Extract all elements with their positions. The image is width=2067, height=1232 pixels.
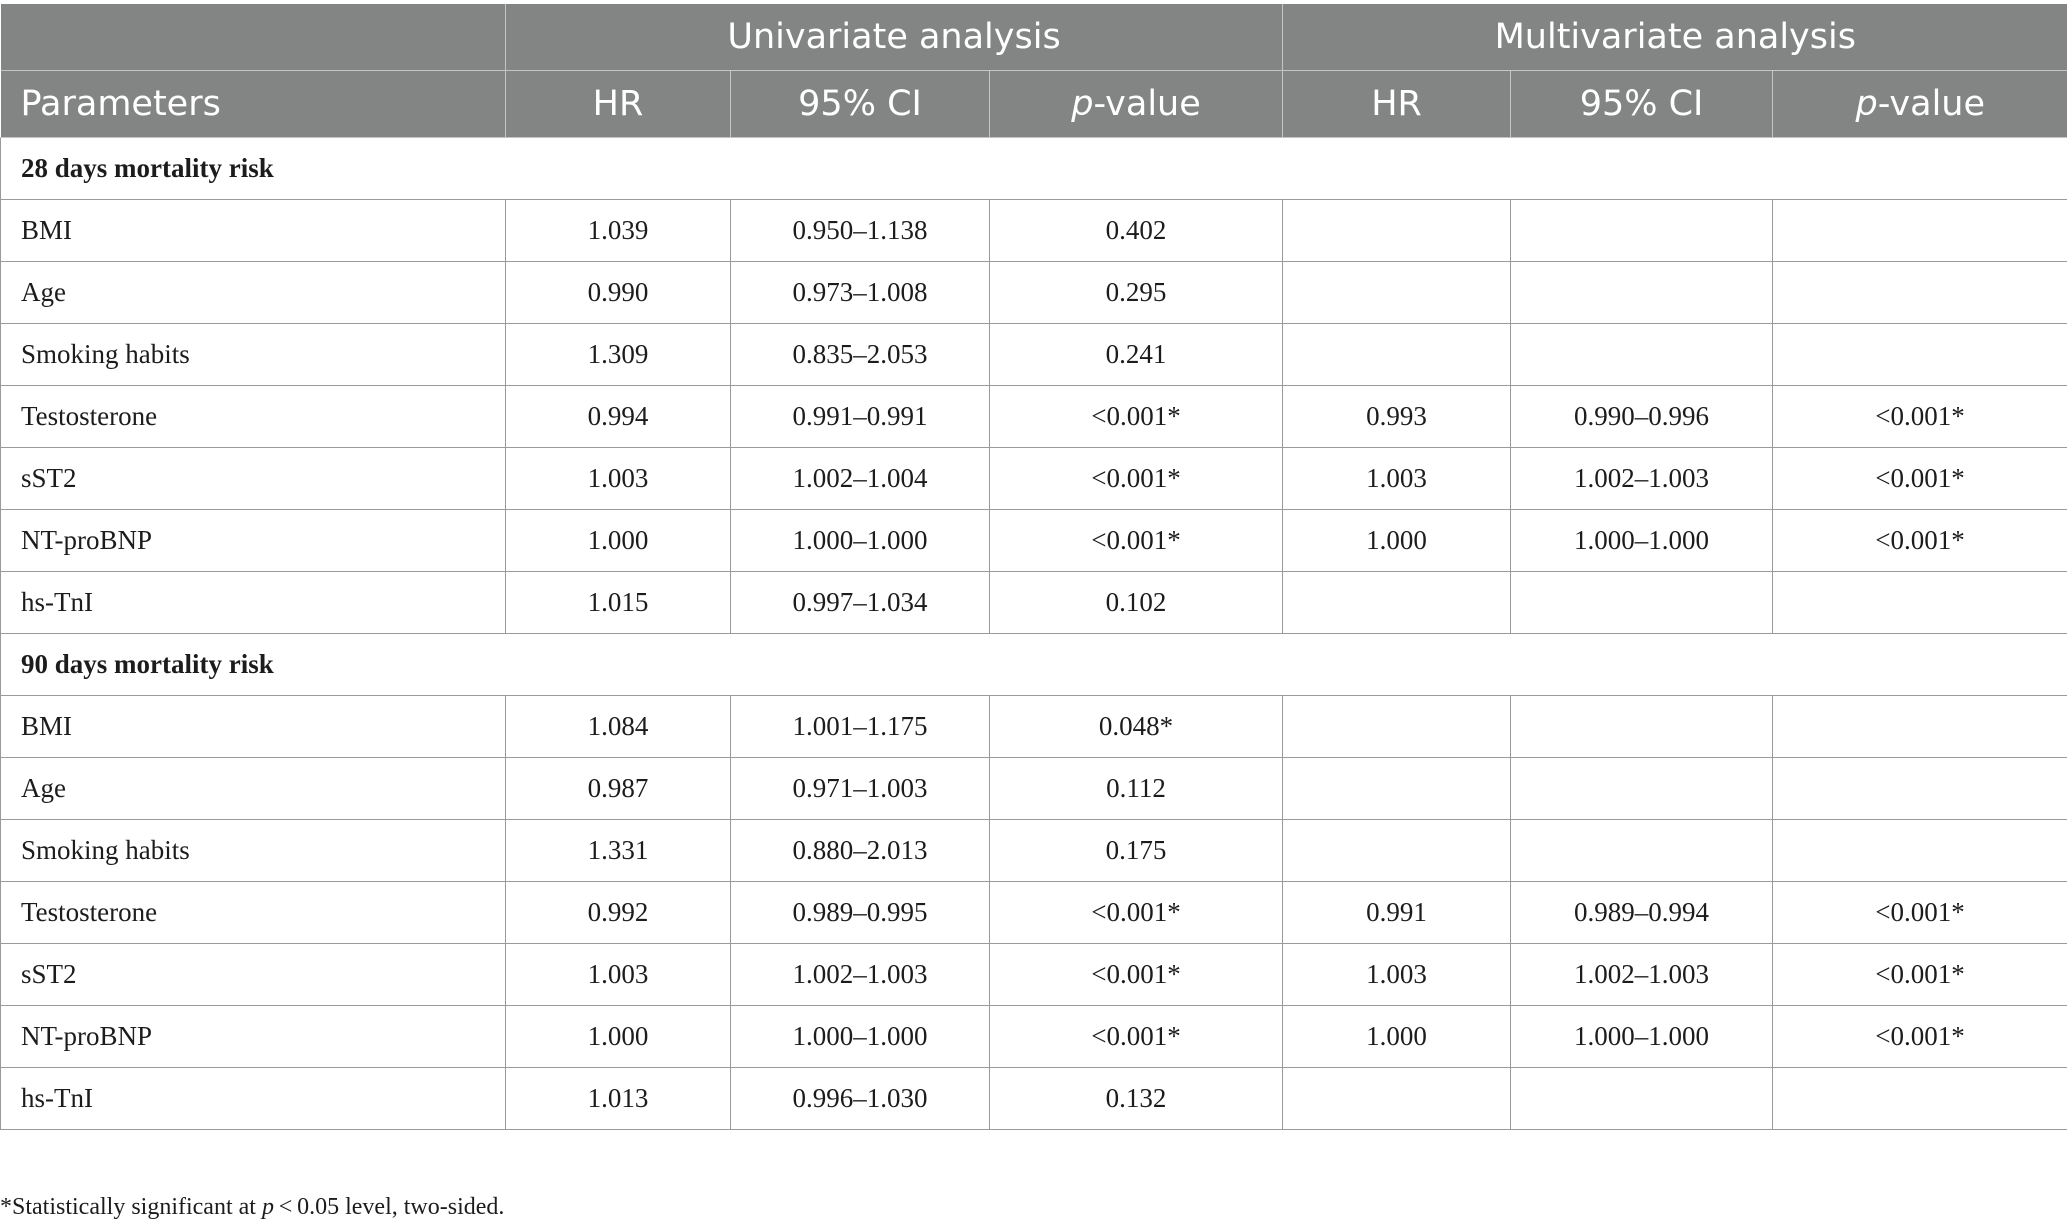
table-row [1,820,2067,882]
table-row [1,572,2067,634]
uni-pvalue-cell: 0.112 [990,758,1283,820]
uni-hr-cell: 0.990 [506,262,731,324]
multi-ci-cell [1511,262,1773,324]
footnote-p: p [261,1194,274,1220]
section-row [1,138,2067,200]
table-header [1,4,2067,138]
multi-pvalue-header [1773,71,2067,138]
uni-ci-cell: 0.835–2.053 [731,324,990,386]
uni-pvalue-cell: 0.048* [990,696,1283,758]
header-group-row [1,4,2067,71]
header-column-row [1,71,2067,138]
multi-hr-cell: 1.003 [1283,448,1511,510]
multi-ci-header: 95% CI [1511,71,1773,138]
uni-pvalue-cell: <0.001* [990,944,1283,1006]
table-body [1,138,2067,1130]
uni-hr-cell: 0.994 [506,386,731,448]
p-letter: p [1855,84,1878,124]
uni-hr-cell: 1.000 [506,510,731,572]
uni-hr-cell: 1.309 [506,324,731,386]
multi-ci-cell: 1.002–1.003 [1511,448,1773,510]
multi-ci-cell [1511,820,1773,882]
uni-pvalue-cell: <0.001* [990,448,1283,510]
multi-pvalue-cell: <0.001* [1773,1006,2067,1068]
uni-hr-cell: 1.039 [506,200,731,262]
parameter-cell: BMI [1,696,506,758]
parameter-cell: hs-TnI [1,1068,506,1130]
uni-ci-cell: 0.996–1.030 [731,1068,990,1130]
footnote-prefix: *Statistically significant at [0,1194,262,1220]
uni-pvalue-cell: <0.001* [990,510,1283,572]
multi-hr-cell [1283,200,1511,262]
multi-hr-cell: 1.003 [1283,944,1511,1006]
multi-pvalue-cell [1773,200,2067,262]
uni-pvalue-cell: 0.402 [990,200,1283,262]
multi-ci-cell [1511,758,1773,820]
multi-ci-cell: 1.000–1.000 [1511,1006,1773,1068]
parameter-cell: Age [1,262,506,324]
uni-pvalue-cell: 0.175 [990,820,1283,882]
section-title: 28 days mortality risk [1,138,2067,200]
multi-hr-cell [1283,820,1511,882]
uni-ci-cell: 1.000–1.000 [731,510,990,572]
section-row [1,634,2067,696]
multivariate-group-header: Multivariate analysis [1283,4,2067,71]
table-row [1,882,2067,944]
parameter-cell: sST2 [1,448,506,510]
pvalue-suffix: -value [1877,84,1986,124]
multi-pvalue-cell: <0.001* [1773,882,2067,944]
table-row [1,1068,2067,1130]
table-row [1,696,2067,758]
multi-ci-cell [1511,324,1773,386]
multi-ci-cell [1511,200,1773,262]
multi-hr-cell [1283,758,1511,820]
parameter-cell: Testosterone [1,386,506,448]
table-row [1,1006,2067,1068]
parameter-cell: NT-proBNP [1,510,506,572]
parameter-cell: hs-TnI [1,572,506,634]
footnote [0,1194,504,1221]
multi-pvalue-cell [1773,324,2067,386]
multi-pvalue-cell [1773,696,2067,758]
table-row [1,262,2067,324]
uni-hr-cell: 0.987 [506,758,731,820]
uni-hr-cell: 1.331 [506,820,731,882]
uni-hr-cell: 1.084 [506,696,731,758]
uni-ci-cell: 0.989–0.995 [731,882,990,944]
uni-hr-cell: 0.992 [506,882,731,944]
uni-ci-header: 95% CI [731,71,990,138]
parameter-cell: Age [1,758,506,820]
uni-hr-cell: 1.000 [506,1006,731,1068]
multi-pvalue-cell: <0.001* [1773,510,2067,572]
parameter-cell: Smoking habits [1,820,506,882]
multi-hr-cell [1283,324,1511,386]
table-row [1,944,2067,1006]
uni-ci-cell: 0.991–0.991 [731,386,990,448]
multi-hr-cell [1283,262,1511,324]
uni-pvalue-cell: <0.001* [990,882,1283,944]
multi-pvalue-cell [1773,758,2067,820]
uni-hr-cell: 1.015 [506,572,731,634]
uni-ci-cell: 0.973–1.008 [731,262,990,324]
uni-hr-cell: 1.003 [506,448,731,510]
uni-ci-cell: 0.971–1.003 [731,758,990,820]
multi-ci-cell [1511,696,1773,758]
parameter-cell: sST2 [1,944,506,1006]
uni-ci-cell: 0.950–1.138 [731,200,990,262]
uni-ci-cell: 1.002–1.004 [731,448,990,510]
multi-pvalue-cell: <0.001* [1773,448,2067,510]
multi-hr-cell: 0.993 [1283,386,1511,448]
table-row [1,758,2067,820]
uni-pvalue-cell: 0.295 [990,262,1283,324]
multi-hr-header: HR [1283,71,1511,138]
table-row [1,510,2067,572]
parameter-cell: NT-proBNP [1,1006,506,1068]
table-row [1,200,2067,262]
section-title: 90 days mortality risk [1,634,2067,696]
uni-ci-cell: 1.000–1.000 [731,1006,990,1068]
uni-pvalue-header [990,71,1283,138]
multi-pvalue-cell [1773,1068,2067,1130]
uni-pvalue-cell: <0.001* [990,386,1283,448]
multi-ci-cell: 0.990–0.996 [1511,386,1773,448]
uni-ci-cell: 1.001–1.175 [731,696,990,758]
uni-hr-header: HR [506,71,731,138]
multi-ci-cell [1511,1068,1773,1130]
multi-ci-cell: 0.989–0.994 [1511,882,1773,944]
uni-hr-cell: 1.013 [506,1068,731,1130]
multi-hr-cell [1283,572,1511,634]
multi-ci-cell [1511,572,1773,634]
pvalue-suffix: -value [1093,84,1201,124]
multi-pvalue-cell [1773,820,2067,882]
uni-pvalue-cell: 0.102 [990,572,1283,634]
multi-pvalue-cell [1773,572,2067,634]
uni-ci-cell: 0.997–1.034 [731,572,990,634]
uni-pvalue-cell: 0.241 [990,324,1283,386]
parameter-cell: Testosterone [1,882,506,944]
uni-ci-cell: 1.002–1.003 [731,944,990,1006]
results-table [0,4,2067,1130]
header-empty-cell [1,4,506,71]
multi-ci-cell: 1.000–1.000 [1511,510,1773,572]
multi-ci-cell: 1.002–1.003 [1511,944,1773,1006]
parameters-header: Parameters [1,71,506,138]
uni-pvalue-cell: 0.132 [990,1068,1283,1130]
univariate-group-header: Univariate analysis [506,4,1283,71]
multi-hr-cell: 0.991 [1283,882,1511,944]
uni-ci-cell: 0.880–2.013 [731,820,990,882]
multi-hr-cell [1283,696,1511,758]
uni-hr-cell: 1.003 [506,944,731,1006]
table-row [1,386,2067,448]
parameter-cell: Smoking habits [1,324,506,386]
parameter-cell: BMI [1,200,506,262]
table-row [1,324,2067,386]
table-row [1,448,2067,510]
multi-pvalue-cell: <0.001* [1773,386,2067,448]
uni-pvalue-cell: <0.001* [990,1006,1283,1068]
multi-hr-cell [1283,1068,1511,1130]
multi-hr-cell: 1.000 [1283,510,1511,572]
footnote-suffix: < 0.05 level, two-sided. [273,1194,505,1220]
multi-pvalue-cell: <0.001* [1773,944,2067,1006]
multi-pvalue-cell [1773,262,2067,324]
p-letter: p [1071,84,1094,124]
multi-hr-cell: 1.000 [1283,1006,1511,1068]
